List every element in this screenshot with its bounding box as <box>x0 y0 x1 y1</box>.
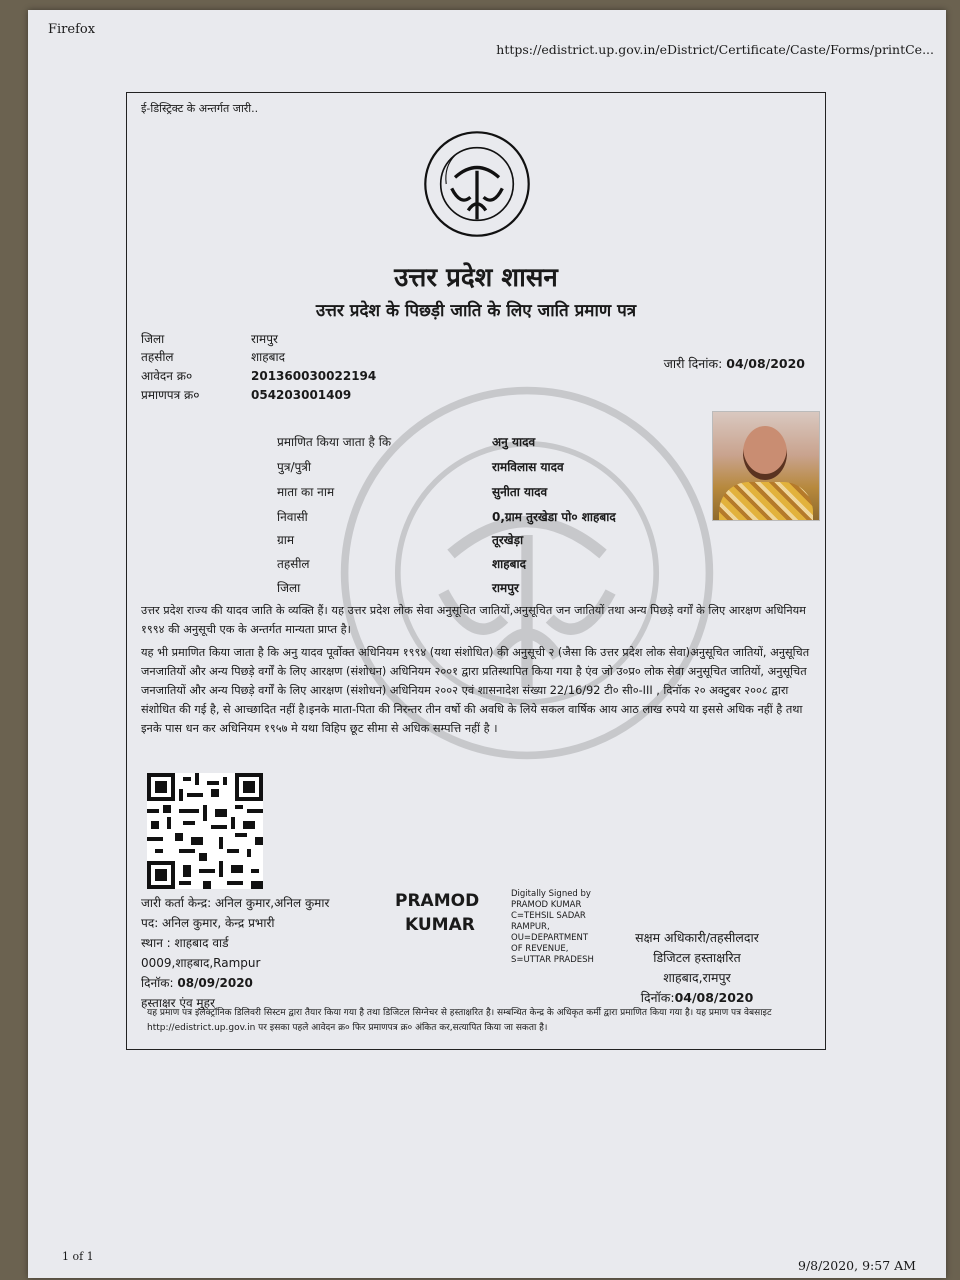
detail-village: ग्राम तूरखेड़ा <box>277 533 524 547</box>
authority-block: सक्षम अधिकारी/तहसीलदार डिजिटल हस्ताक्षरित शाहबाद,रामपुर दिनॉक:04/08/2020 <box>635 930 759 1005</box>
meta-certificate-number: प्रमाणपत्र क्र० 054203001409 <box>141 388 352 402</box>
detail-mother: माता का नाम सुनीता यादव <box>277 485 548 499</box>
meta-district: जिला रामपुर <box>141 332 278 346</box>
government-title: उत्तर प्रदेश शासन <box>394 263 558 293</box>
meta-application-number: आवेदन क्र० 201360030022194 <box>141 369 377 383</box>
certificate-frame <box>126 92 826 1050</box>
applicant-photo <box>712 411 820 521</box>
issue-date: जारी दिनांक: 04/08/2020 <box>663 356 805 371</box>
browser-name: Firefox <box>48 22 96 37</box>
caste-statement: उत्तर प्रदेश राज्य की यादव जाति के व्यक्ति हैं। यह उत्तर प्रदेश लोक सेवा अनुसूचित जातियों,अनुसूचित जन जातियों तथा अन्य पिछड़े वर्गों के लिए आरक्षण अधिनियम १९९४ की अनुसूची एक के अन्तर्गत मान्यता प्राप्त है। <box>141 604 806 636</box>
digital-signature-details: Digitally Signed by PRAMOD KUMAR C=TEHSIL SADAR RAMPUR, OU=DEPARTMENT OF REVENUE, S=UTTAR PRADESH <box>511 889 594 965</box>
issuer-block: जारी कर्ता केन्द्र: अनिल कुमार,अनिल कुमार पद: अनिल कुमार, केन्द्र प्रभारी स्थान : शाहबाद वार्ड 0009,शाहबाद,Rampur दिनॉक: 08/09/2020 हस्ताक्षर एंव मुहर <box>141 896 330 1010</box>
verification-footer: यह प्रमाण पत्र इलेक्ट्रॉनिक डिलिवरी सिस्टम द्वारा तैयार किया गया है तथा डिजिटल सिग्नेचर से हस्ताक्षरित है। सम्बन्धित केन्द्र के अधिकृत कर्मी द्वारा प्रमाणित किया गया है। यह प्रमाण पत्र वेबसाइट http://edistrict.up.gov.in पर इसका पहले आवेदन क्र० फिर प्रमाणपत्र क्र० अंकित कर,सत्यापित किया जा सकता है। <box>147 1008 772 1033</box>
up-government-emblem-icon <box>422 129 532 239</box>
printed-page <box>28 10 946 1278</box>
detail-district: जिला रामपुर <box>277 581 519 595</box>
page-url: https://edistrict.up.gov.in/eDistrict/Certificate/Caste/Forms/printCe... <box>496 42 934 57</box>
signer-name: PRAMOD KUMAR <box>395 891 480 935</box>
detail-certified-name: प्रमाणित किया जाता है कि अनु यादव <box>277 435 536 449</box>
reservation-statement: यह भी प्रमाणित किया जाता है कि अनु यादव पूर्वोक्त अधिनियम १९९४ (यथा संशोधित) की अनुसूची २ (जैसा कि उत्तर प्रदेश लोक सेवा)अनुसूचित जातियों, अनुसूचित जनजातियों और अन्य पिछड़े वर्गों के लिए आरक्षण (संशोधन) अधिनियम २००१ द्वारा प्रतिस्थापित किया गया है एंव जो उ०प्र० लोक सेवा अनुसूचित जातियों, अनुसूचित जनजातियों और अन्य पिछड़े वर्गों के लिए आरक्षण (संशोधन) अधिनियम २००२ एवं शासनादेश संख्या 22/16/92 टी० सी०-III , दिनॉक २० अक्टुबर २००८ द्वारा संशोधित की गई है, से आच्छादित नहीं है।इनके माता-पिता की निरन्तर तीन वर्षो की अवधि के लिये सकल वार्षिक आय आठ लाख रुपये या इससे अधिक नहीं है तथा इनके पास धन कर अधिनियम १९५७ मे यथा विहिप छूट सीमा से अधिक सम्पत्ति नहीं है । <box>141 646 810 735</box>
detail-resident: निवासी 0,ग्राम तुरखेडा पो० शाहबाद <box>277 510 616 524</box>
certificate-title: उत्तर प्रदेश के पिछड़ी जाति के लिए जाति प्रमाण पत्र <box>315 301 637 321</box>
print-timestamp: 9/8/2020, 9:57 AM <box>798 1258 916 1273</box>
meta-tehsil: तहसील शाहबाद <box>141 350 285 364</box>
detail-parent: पुत्र/पुत्री रामविलास यादव <box>277 460 564 474</box>
page-count: 1 of 1 <box>62 1250 94 1263</box>
issued-under-label: ई-डिस्ट्रिक्ट के अन्तर्गत जारी.. <box>141 102 259 115</box>
detail-tehsil: तहसील शाहबाद <box>277 557 526 571</box>
qr-code <box>147 773 263 889</box>
